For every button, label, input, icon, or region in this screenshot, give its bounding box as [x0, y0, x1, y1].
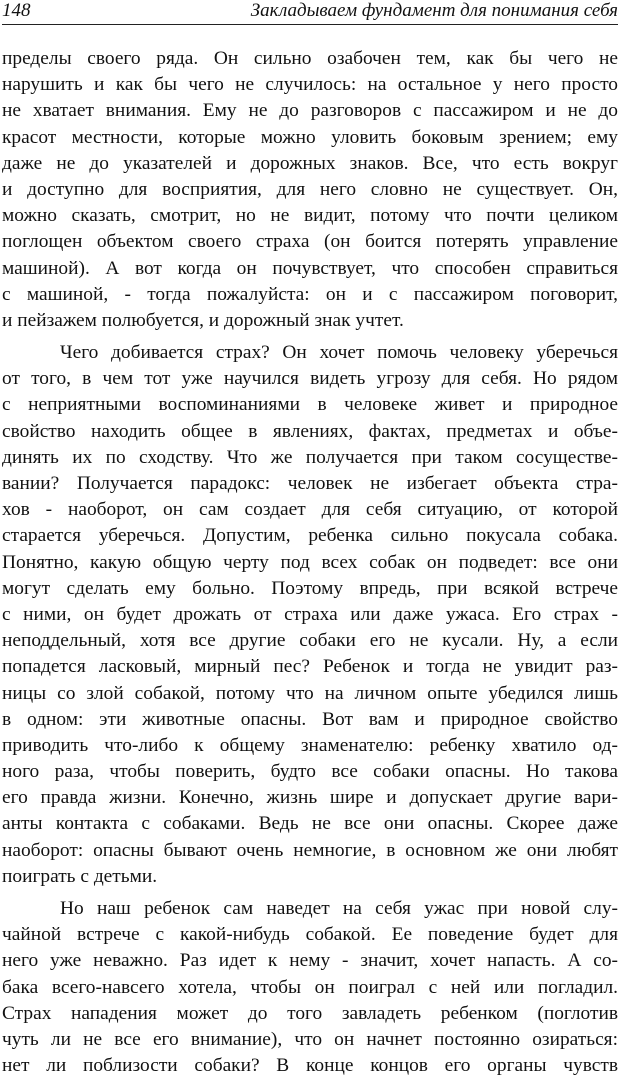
text-line: и доступно для восприятия, для него словно не существует. Он, [2, 178, 618, 200]
text-line: вании? Получается парадокс: человек не избегает объекта стра- [2, 473, 618, 494]
text-line: не хватает внимания. Ему не до разговоров с пассажиром и не до [2, 100, 618, 122]
text-line: Страх нападения может до того завладеть ребенком (поглотив [2, 1002, 618, 1024]
text-line: от того, в чем тот уже научился видеть угрозу для себя. Но рядом [2, 368, 618, 390]
text-line: могут сделать ему больно. Поэтому впредь, при всякой встрече [2, 577, 618, 599]
text-line: поиграть с детьми. [2, 865, 158, 887]
text-line: бака всего-навсего хотела, чтобы он поиграл с ней или погладил. [2, 976, 618, 998]
paragraph [2, 896, 618, 1079]
text-line: ного раза, чтобы поверить, будто все собаки опасны. Но такова [2, 761, 618, 783]
text-line: анты контакта с собаками. Ведь не все они опасны. Скорее даже [2, 813, 618, 835]
text-line: в одном: эти животные опасны. Вот вам и природное свойство [2, 708, 618, 730]
page-header [2, 0, 618, 26]
header-rule [2, 24, 618, 25]
text-line: ницы со злой собакой, потому что на личном опыте убедился лишь [2, 682, 618, 704]
text-line: динять их по сходству. Что же получается при таком сосуществе- [2, 446, 618, 468]
text-line: хов - наоборот, он сам создает для себя ситуацию, от которой [2, 499, 618, 521]
text-line: с неприятными воспоминаниями в человеке живет и природное [2, 394, 618, 416]
text-line: машиной). А вот когда он почувствует, что способен справиться [2, 257, 618, 279]
text-line: красот местности, которые можно уловить боковым зрением; ему [2, 126, 618, 148]
text-line: попадется ласковый, мирный пес? Ребенок и тогда не увидит раз- [2, 656, 618, 678]
text-line: нарушить и как бы чего не случилось: на остальное у него просто [2, 74, 618, 96]
text-line: свойство находить общее в явлениях, фактах, предметах и объе- [2, 420, 618, 442]
text-line: с машиной, - тогда пожалуйста: он и с пассажиром поговорит, [2, 283, 618, 305]
text-line: неподдельный, хотя все другие собаки его не кусали. Ну, а если [2, 630, 618, 652]
text-line: наоборот: опасны бывают очень немногие, в основном же они любят [2, 839, 618, 861]
text-line: Чего добивается страх? Он хочет помочь человеку уберечься [60, 342, 618, 364]
text-line: старается уберечься. Допустим, ребенка сильно покусала собака. [2, 525, 618, 547]
paragraph [2, 340, 618, 890]
text-line: приводить что-либо к общему знаменателю: ребенку хватило од- [2, 734, 618, 756]
text-line: Но наш ребенок сам наведет на себя ужас при новой слу- [60, 898, 618, 919]
page-number: 148 [2, 0, 31, 21]
text-line: поглощен объектом своего страха (он боится потерять управление [2, 231, 618, 253]
text-line: с ними, он будет дрожать от страха или даже ужаса. Его страх - [2, 603, 618, 625]
text-line: Понятно, какую общую черту под всех собак он подведет: все они [2, 551, 618, 573]
text-line: и пейзажем полюбуется, и дорожный знак учтет. [2, 309, 404, 331]
text-line: чайной встрече с какой-нибудь собакой. Ее поведение будет для [2, 924, 618, 946]
paragraph [2, 46, 618, 334]
text-line: чуть ли не все его внимание), что он начнет постоянно озираться: [2, 1028, 618, 1050]
text-line: пределы своего ряда. Он сильно озабочен тем, как бы чего не [2, 48, 618, 69]
text-line: даже не до указателей и дорожных знаков. Все, что есть вокруг [2, 152, 618, 174]
text-line: его правда жизни. Конечно, жизнь шире и допускает другие вари- [2, 787, 618, 809]
body-text [2, 46, 618, 1079]
running-title: Закладываем фундамент для понимания себя [250, 0, 618, 21]
text-line: можно сказать, смотрит, но не видит, потому что почти целиком [2, 205, 618, 227]
text-line: него уже неважно. Раз идет к нему - значит, хочет напасть. А со- [2, 950, 618, 972]
text-line: нет ли поблизости собаки? В конце концов его органы чувств [2, 1055, 618, 1077]
